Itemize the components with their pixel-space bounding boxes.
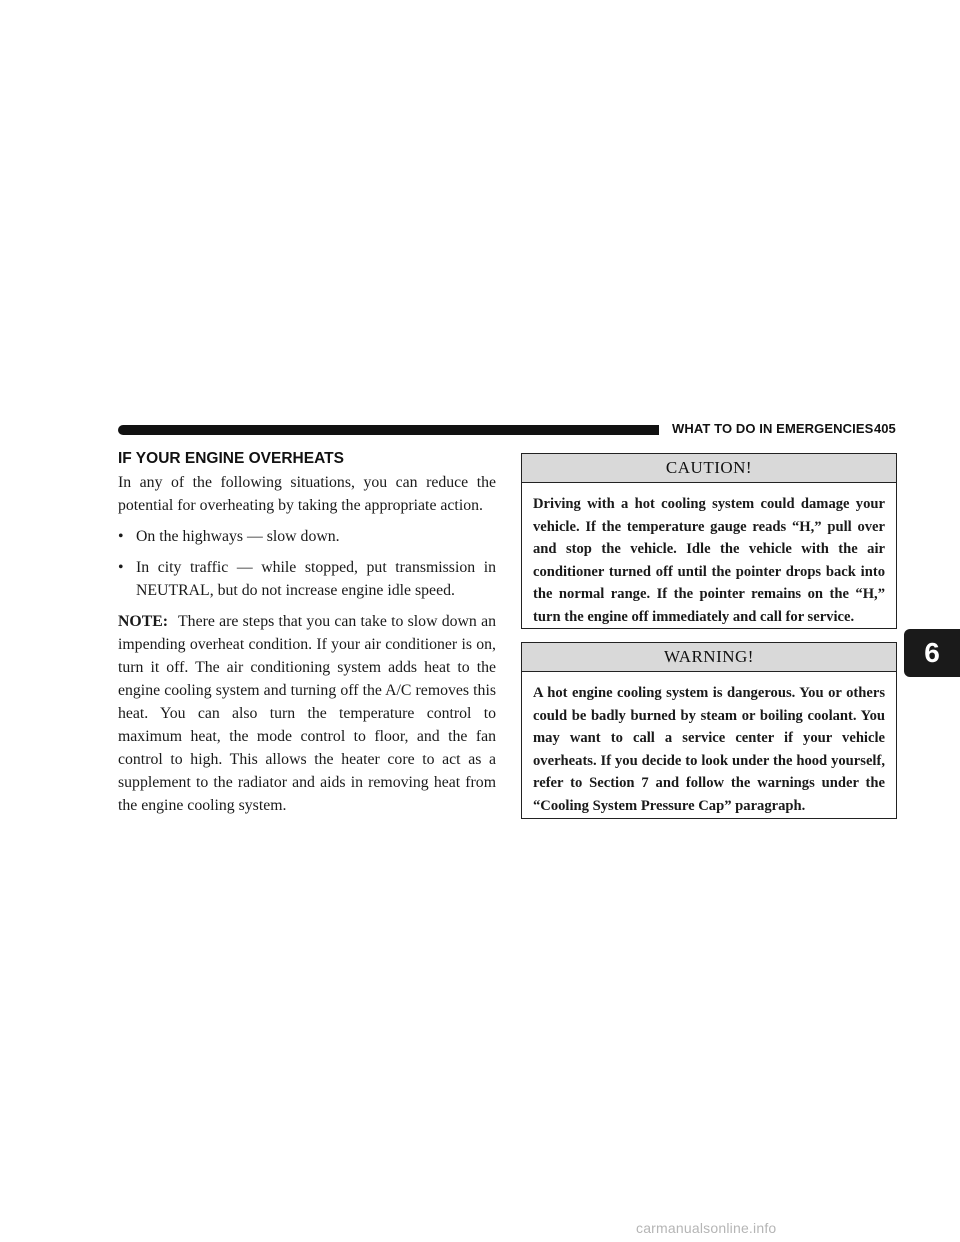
warning-box: [521, 642, 897, 819]
list-item: [118, 556, 496, 602]
left-column: [118, 450, 496, 817]
bullet-text: On the highways — slow down.: [136, 528, 340, 545]
note-paragraph: [118, 610, 496, 817]
section-heading: IF YOUR ENGINE OVERHEATS: [118, 450, 344, 467]
list-item: [118, 525, 496, 548]
intro-paragraph: In any of the following situations, you can reduce the potential for overheating by taking the appropriate action.: [118, 474, 496, 514]
bullet-icon: •: [118, 528, 124, 545]
watermark: carmanualsonline.info: [636, 1220, 777, 1236]
page-number: 405: [874, 421, 896, 436]
warning-title: WARNING!: [522, 643, 896, 672]
section-tab: 6: [904, 629, 960, 677]
caution-title: CAUTION!: [522, 454, 896, 483]
caution-text: Driving with a hot cooling system could damage your vehicle. If the temperature gauge reads “H,” pull over and stop the vehicle. Idle the vehicle with the air conditioner turned off until the pointer drops back into the normal range. If the pointer remains on the “H,” turn the engine off immediately and call for service.: [533, 496, 885, 625]
bullet-list: [118, 525, 496, 602]
bullet-text: In city traffic — while stopped, put transmission in NEUTRAL, but do not increase engine idle speed.: [136, 559, 496, 599]
caution-box: [521, 453, 897, 629]
warning-text: A hot engine cooling system is dangerous. You or others could be badly burned by steam or boiling coolant. You may want to call a service center if your vehicle overheats. If you decide to look under the hood yourself, refer to Section 7 and follow the warnings under the “Cooling System Pressure Cap” paragraph.: [533, 685, 885, 814]
note-label: NOTE:: [118, 613, 169, 630]
bullet-icon: •: [118, 559, 124, 576]
note-text: There are steps that you can take to slow down an impending overheat condition. If your air conditioner is on, turn it off. The air conditioning system adds heat to the engine cooling system and turning off the A/C removes this heat. You can also turn the temperature control to maximum heat, the mode control to floor, and the fan control to high. This allows the heater core to act as a supplement to the radiator and aids in removing heat from the engine cooling system.: [118, 613, 496, 814]
running-header-title: WHAT TO DO IN EMERGENCIES: [672, 421, 874, 436]
header-rule: [118, 425, 659, 435]
